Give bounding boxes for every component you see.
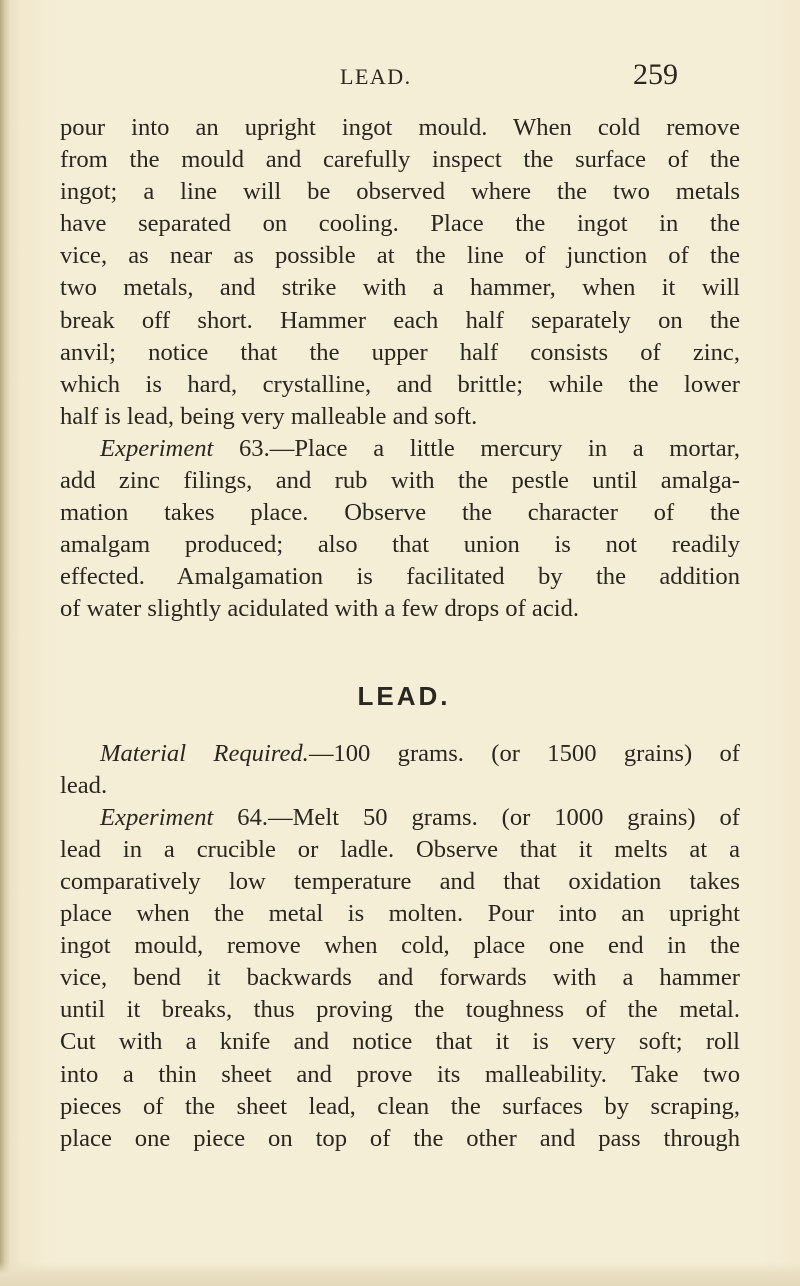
section-heading: LEAD.	[357, 680, 451, 711]
paragraph-material-required	[60, 738, 740, 802]
text-line: comparatively low temperature and that oxidation takes	[60, 867, 740, 895]
text-line: two metals, and strike with a hammer, when it will	[60, 274, 740, 302]
text-line: anvil; notice that the upper half consists of zinc,	[60, 338, 740, 366]
running-head: LEAD.	[340, 64, 412, 89]
text-line	[60, 738, 740, 770]
text-line: pieces of the sheet lead, clean the surfaces by scraping,	[60, 1092, 740, 1120]
text-line	[60, 433, 740, 465]
material-label: Material Required.	[100, 739, 309, 767]
text-line	[60, 802, 740, 834]
text-line: until it breaks, thus proving the toughness of the metal.	[60, 996, 740, 1024]
text-line: vice, as near as possible at the line of junction of the	[60, 242, 740, 270]
text-line: which is hard, crystalline, and brittle; while the lower	[60, 370, 740, 398]
binding-edge	[0, 0, 10, 1286]
text-line: lead in a crucible or ladle. Observe that it melts at a	[60, 835, 740, 863]
text-line: Cut with a knife and notice that it is very soft; roll	[60, 1028, 740, 1056]
text-line: break off short. Hammer each half separately on the	[60, 306, 740, 334]
material-text: —100 grams. (or 1500 grains) of	[308, 739, 740, 767]
text-line: half is lead, being very malleable and soft.	[60, 402, 478, 430]
text-line: of water slightly acidulated with a few drops of acid.	[60, 595, 580, 623]
text-line: effected. Amalgamation is facilitated by the addition	[60, 563, 740, 591]
experiment-text: 64.—Melt 50 grams. (or 1000 grains) of	[213, 803, 740, 831]
experiment-label: Experiment	[100, 434, 214, 462]
paragraph-experiment-64	[60, 802, 740, 1155]
text-line: ingot mould, remove when cold, place one end in the	[60, 932, 740, 960]
paragraph-continuation	[60, 112, 740, 433]
text-line: vice, bend it backwards and forwards with a hammer	[60, 964, 740, 992]
experiment-text: 63.—Place a little mercury in a mortar,	[213, 434, 740, 462]
text-line: from the mould and carefully inspect the surface of the	[60, 146, 740, 174]
text-line: add zinc filings, and rub with the pestle until amalga-	[60, 467, 740, 495]
text-line: lead.	[60, 771, 108, 799]
page-body	[60, 112, 740, 1155]
text-line: ingot; a line will be observed where the two metals	[60, 178, 740, 206]
text-line: mation takes place. Observe the character of the	[60, 499, 740, 527]
text-line: have separated on cooling. Place the ingot in the	[60, 210, 740, 238]
text-line: place when the metal is molten. Pour into an upright	[60, 900, 740, 928]
text-line: amalgam produced; also that union is not readily	[60, 531, 740, 559]
page-number: 259	[633, 58, 678, 91]
paragraph-experiment-63	[60, 433, 740, 626]
page-bottom-edge	[0, 1262, 800, 1286]
text-line: place one piece on top of the other and pass through	[60, 1124, 740, 1152]
text-line: into a thin sheet and prove its malleability. Take two	[60, 1060, 740, 1088]
text-line: pour into an upright ingot mould. When cold remove	[60, 114, 740, 141]
page-header	[0, 58, 800, 98]
experiment-label: Experiment	[100, 803, 214, 831]
